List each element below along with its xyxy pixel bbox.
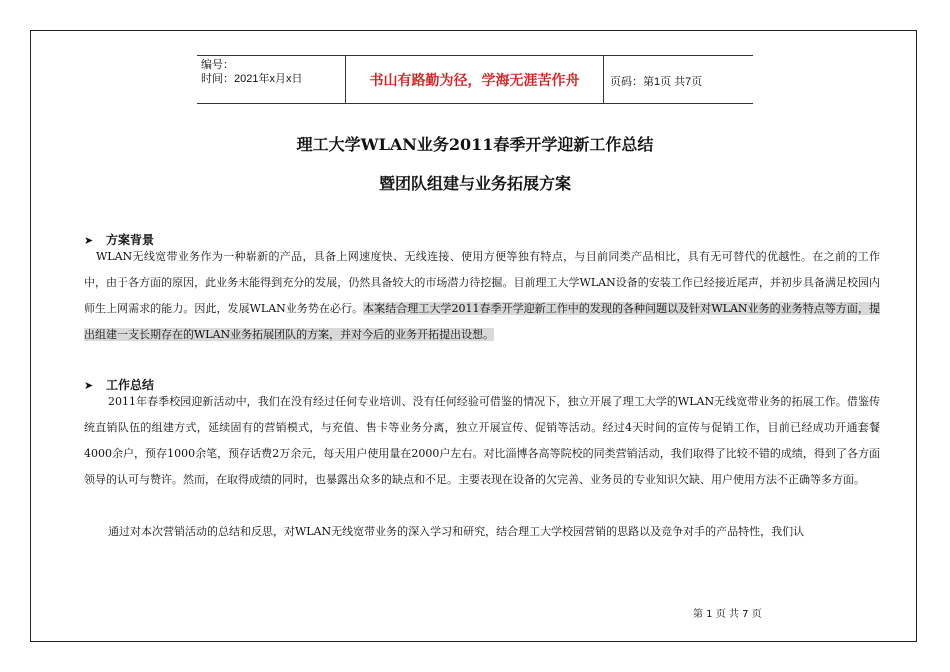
document-subtitle: 暨团队组建与业务拓展方案	[378, 174, 571, 193]
summary-paragraph-2: 通过对本次营销活动的总结和反思，对WLAN无线宽带业务的深入学习和研究，结合理工大学校园营销的思路以及竞争对手的产品特性，我们认	[108, 525, 805, 538]
header-left	[201, 58, 302, 86]
page-header	[197, 55, 753, 104]
document-title: 理工大学WLAN业务2011春季开学迎新工作总结	[296, 135, 654, 154]
background-paragraph	[84, 244, 880, 348]
page-footer: 第 1 页 共 7 页	[693, 609, 762, 620]
background-text: WLAN无线宽带业务作为一种崭新的产品，具备上网速度快、无线连接、使用方便等独有特点，与目前同类产品相比，具有无可替代的优越性。在之前的工作中，由于各方面的原因，此业务未能得到充分的发展，仍然具备较大的市场潜力待挖掘。目前理工大学WLAN设备的安装工作已经接近尾声，并初步具备满足校园内师生上网需求的能力。因此，发展WLAN业务势在必行。	[84, 250, 880, 315]
arrow-bullet-icon: ➤	[84, 234, 94, 247]
header-motto: 书山有路勤为径，学海无涯苦作舟	[345, 56, 604, 103]
document-number-label: 编号：	[201, 59, 234, 71]
header-page-info: 页码：第1页 共7页	[610, 76, 703, 88]
section-heading-text: 工作总结	[106, 378, 155, 392]
document-time-label: 时间：2021年x月x日	[201, 73, 303, 85]
background-highlighted-text: 本案结合理工大学2011春季开学迎新工作中的发现的各种问题以及针对WLAN业务的业务特点等方面，提出组建一支长期存在的WLAN业务拓展团队的方案，并对今后的业务开拓提出设想。	[84, 302, 881, 341]
arrow-bullet-icon: ➤	[84, 379, 94, 392]
section-heading-text: 方案背景	[106, 233, 155, 247]
summary-paragraph-1: 2011年春季校园迎新活动中，我们在没有经过任何专业培训、没有任何经验可借鉴的情况下，独立开展了理工大学的WLAN无线宽带业务的拓展工作。借鉴传统直销队伍的组建方式，延续固有的营销模式，与充值、售卡等业务分离，独立开展宣传、促销等活动。经过4天时间的宣传与促销工作，目前已经成功开通套餐4000余户，预存1000余笔，预存话费2万余元，每天用户使用量在2000户左右。对比淄博各高等院校的同类营销活动，我们取得了比较不错的成绩，得到了各方面领导的认可与赞许。然而，在取得成绩的同时，也暴露出众多的缺点和不足。主要表现在设备的欠完善、业务员的专业知识欠缺、用户使用方法不正确等多方面。	[84, 395, 880, 486]
